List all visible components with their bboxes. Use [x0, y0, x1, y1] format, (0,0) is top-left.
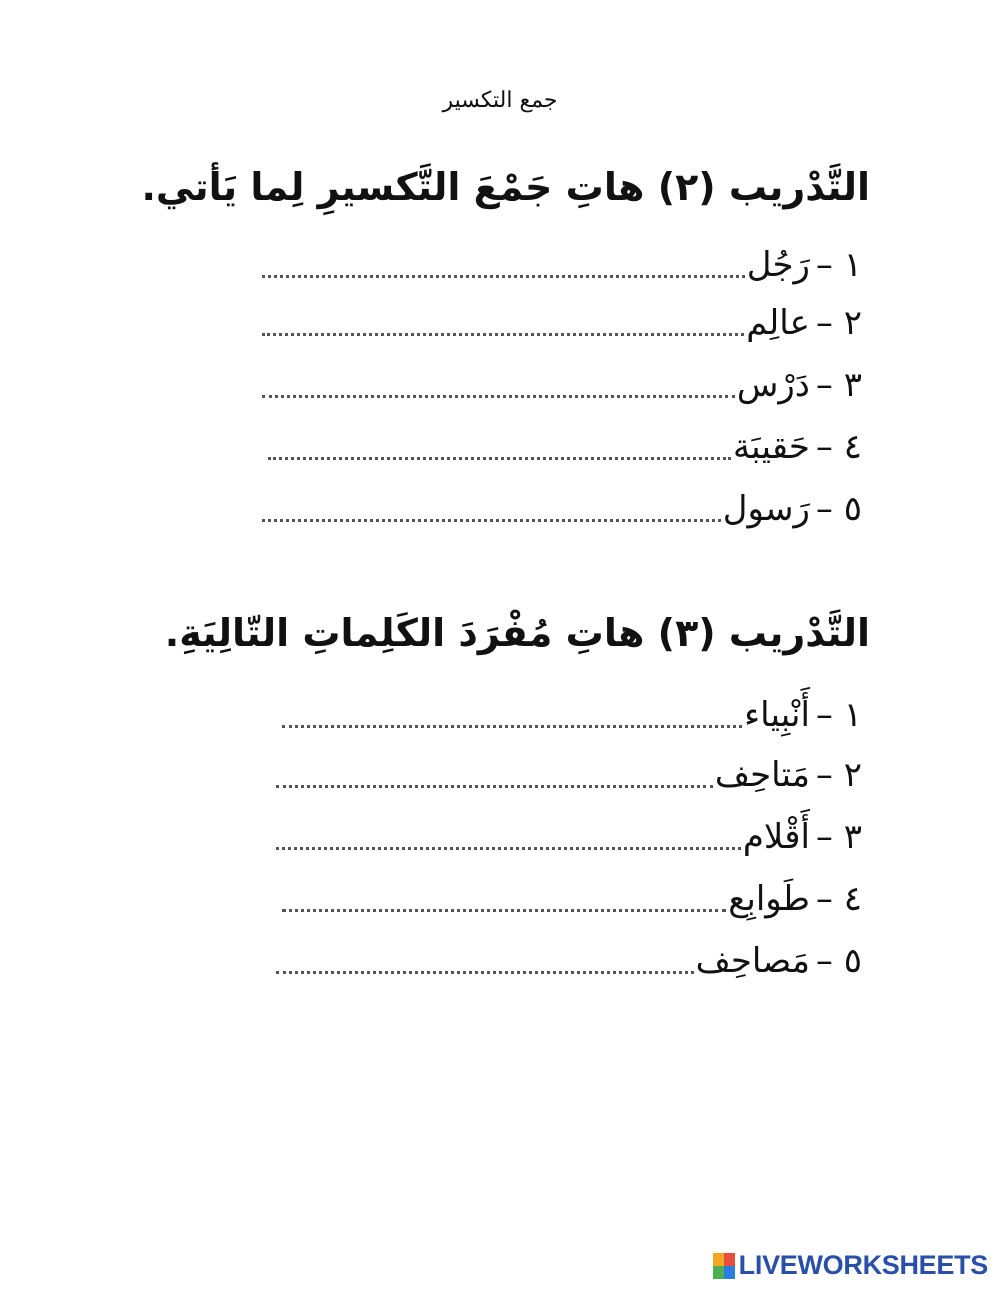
- exercise-2-item-2: [262, 298, 862, 348]
- liveworksheets-logo: [713, 1250, 988, 1281]
- answer-field[interactable]: [282, 719, 742, 728]
- item-number: ١ –: [815, 245, 862, 285]
- exercise-2-item-3: [262, 360, 862, 410]
- liveworksheets-icon: [713, 1253, 735, 1279]
- answer-field[interactable]: [262, 269, 745, 278]
- answer-field[interactable]: [262, 389, 735, 398]
- item-number: ٣ –: [815, 365, 862, 405]
- item-word: مَصاحِف: [695, 941, 810, 981]
- item-word: رَسول: [722, 489, 810, 529]
- item-number: ٢ –: [815, 303, 862, 343]
- exercise-2-item-4: [268, 422, 862, 472]
- item-word: دَرْس: [736, 365, 810, 405]
- exercise-3-heading: التَّدْريب (٣) هاتِ مُفْرَدَ الكَلِماتِ التّالِيَةِ.: [164, 611, 870, 655]
- exercise-2-item-1: [262, 240, 862, 290]
- exercise-3-item-5: [276, 936, 862, 986]
- item-number: ١ –: [815, 695, 862, 735]
- brand-name: LIVEWORKSHEETS: [738, 1250, 988, 1280]
- exercise-2-heading: التَّدْريب (٢) هاتِ جَمْعَ التَّكسيرِ لِما يَأتي.: [141, 165, 870, 209]
- item-number: ٤ –: [815, 427, 862, 467]
- item-word: حَقيبَة: [732, 427, 810, 467]
- answer-field[interactable]: [276, 841, 741, 850]
- answer-field[interactable]: [276, 779, 713, 788]
- item-word: أَنْبِياء: [744, 695, 810, 735]
- page-title: جمع التكسير: [442, 88, 558, 113]
- item-number: ٥ –: [815, 489, 862, 529]
- exercise-2-item-5: [262, 484, 862, 534]
- exercise-3-item-4: [282, 874, 862, 924]
- item-number: ٣ –: [815, 817, 862, 857]
- item-word: رَجُل: [746, 245, 810, 285]
- item-number: ٥ –: [815, 941, 862, 981]
- item-word: أَقْلام: [742, 817, 810, 857]
- answer-field[interactable]: [268, 451, 731, 460]
- answer-field[interactable]: [262, 513, 721, 522]
- exercise-3-item-2: [276, 750, 862, 800]
- answer-field[interactable]: [262, 327, 744, 336]
- item-number: ٤ –: [815, 879, 862, 919]
- item-word: عالِم: [746, 303, 810, 343]
- item-word: طَوابِع: [728, 879, 810, 919]
- item-number: ٢ –: [815, 755, 862, 795]
- exercise-3-item-3: [276, 812, 862, 862]
- answer-field[interactable]: [276, 965, 694, 974]
- item-word: مَتاحِف: [714, 755, 810, 795]
- answer-field[interactable]: [282, 903, 726, 912]
- exercise-3-item-1: [282, 690, 862, 740]
